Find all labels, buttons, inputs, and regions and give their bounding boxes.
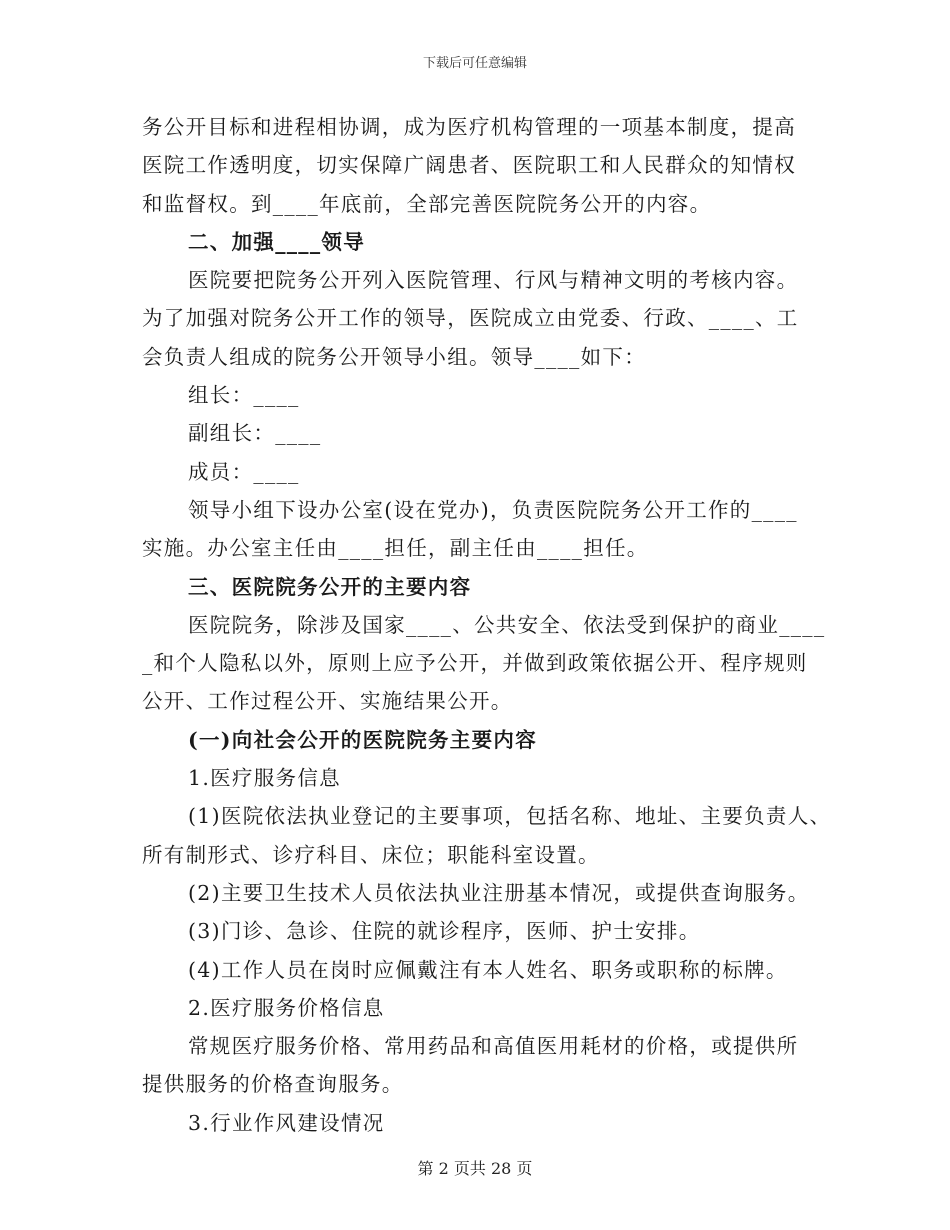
text-line: 为了加强对院务公开工作的领导，医院成立由党委、行政、____、工 [142,306,799,331]
text-line: 会负责人组成的院务公开领导小组。领导____如下： [142,344,646,369]
text-line: _和个人隐私以外，原则上应予公开，并做到政策依据公开、程序规则 [142,651,808,676]
text-line: (4)工作人员在岗时应佩戴注有本人姓名、职务或职称的标牌。 [188,957,788,982]
text-line: 医院院务，除涉及国家____、公共安全、依法受到保护的商业____ [188,612,826,637]
text-line: 实施。办公室主任由____担任，副主任由____担任。 [142,536,649,561]
text-line: 所有制形式、诊疗科目、床位；职能科室设置。 [142,842,600,867]
section-heading: (一)向社会公开的医院院务主要内容 [188,727,537,752]
section-heading: 二、加强____领导 [188,229,365,254]
section-heading: 三、医院院务公开的主要内容 [188,574,472,599]
text-line: 副组长：____ [188,421,322,446]
text-line: (1)医院依法执业登记的主要事项，包括名称、地址、主要负责人、 [188,804,832,829]
page-header: 下载后可任意编辑 [422,56,527,71]
text-line: 提供服务的价格查询服务。 [142,1072,404,1097]
text-line: 公开、工作过程公开、实施结果公开。 [142,689,513,714]
text-line: 常规医疗服务价格、常用药品和高值医用耗材的价格，或提供所 [188,1034,799,1059]
page-footer: 第 2 页共 28 页 [417,1159,533,1178]
text-line: 医院工作透明度，切实保障广阔患者、医院职工和人民群众的知情权 [142,153,796,178]
text-line: 医院要把院务公开列入医院管理、行风与精神文明的考核内容。 [188,268,799,293]
text-line: 1.医疗服务信息 [188,766,341,791]
text-line: 组长：____ [188,383,300,408]
text-line: 领导小组下设办公室(设在党办)，负责医院院务公开工作的____ [188,497,798,522]
text-line: 成员：____ [188,459,300,484]
text-line: 3.行业作风建设情况 [188,1110,385,1135]
document-body [142,108,832,1142]
text-line: 务公开目标和进程相协调，成为医疗机构管理的一项基本制度，提高 [142,115,796,139]
text-line: (3)门诊、急诊、住院的就诊程序，医师、护士安排。 [188,919,701,944]
text-line: 和监督权。到____年底前，全部完善医院院务公开的内容。 [142,191,712,216]
text-line: (2)主要卫生技术人员依法执业注册基本情况，或提供查询服务。 [188,880,810,905]
text-line: 2.医疗服务价格信息 [188,995,385,1020]
